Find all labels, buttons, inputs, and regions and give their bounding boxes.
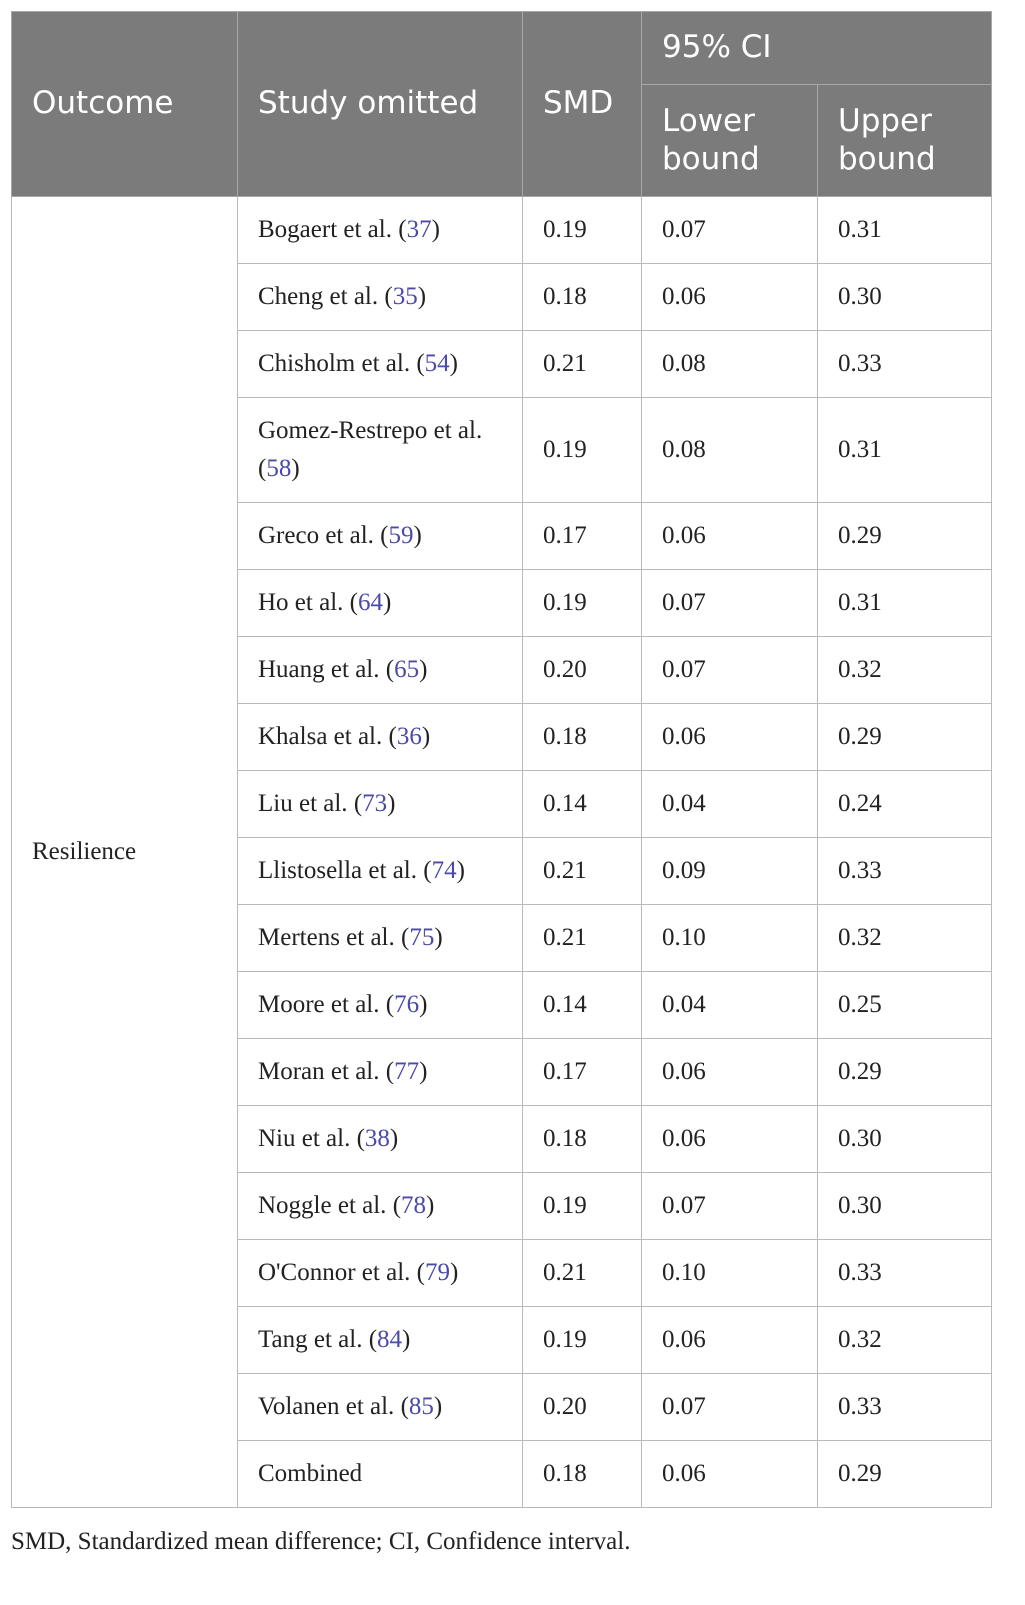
study-name: Gomez-Restrepo et al. xyxy=(258,417,483,444)
study-name: Volanen et al. xyxy=(258,1393,395,1420)
header-upper-bound: Upper bound xyxy=(818,85,992,197)
study-cell: O'Connor et al. (79) xyxy=(238,1240,523,1307)
upper-cell: 0.32 xyxy=(818,1307,992,1374)
upper-cell: 0.32 xyxy=(818,637,992,704)
header-study-omitted: Study omitted xyxy=(238,12,523,197)
study-name: Chisholm et al. xyxy=(258,350,411,377)
study-name: Noggle et al. xyxy=(258,1192,387,1219)
study-name: Combined xyxy=(258,1460,363,1487)
reference-link[interactable]: 73 xyxy=(362,790,388,817)
reference-link[interactable]: 58 xyxy=(266,455,292,482)
upper-cell: 0.32 xyxy=(818,905,992,972)
reference-link[interactable]: 36 xyxy=(396,723,422,750)
smd-cell: 0.18 xyxy=(523,264,642,331)
lower-cell: 0.06 xyxy=(642,503,818,570)
study-cell: Gomez-Restrepo et al. (58) xyxy=(238,398,523,503)
lower-cell: 0.04 xyxy=(642,771,818,838)
study-cell: Liu et al. (73) xyxy=(238,771,523,838)
study-name: Huang et al. xyxy=(258,656,380,683)
study-cell: Niu et al. (38) xyxy=(238,1106,523,1173)
study-cell: Chisholm et al. (54) xyxy=(238,331,523,398)
lower-cell: 0.06 xyxy=(642,1307,818,1374)
study-name: Khalsa et al. xyxy=(258,723,383,750)
smd-cell: 0.19 xyxy=(523,197,642,264)
lower-cell: 0.07 xyxy=(642,1374,818,1441)
smd-cell: 0.20 xyxy=(523,637,642,704)
lower-cell: 0.07 xyxy=(642,570,818,637)
smd-cell: 0.21 xyxy=(523,905,642,972)
reference-link[interactable]: 35 xyxy=(392,283,418,310)
header-outcome: Outcome xyxy=(12,12,238,197)
smd-cell: 0.20 xyxy=(523,1374,642,1441)
study-name: Liu et al. xyxy=(258,790,348,817)
lower-cell: 0.06 xyxy=(642,264,818,331)
study-name: Niu et al. xyxy=(258,1125,351,1152)
upper-cell: 0.33 xyxy=(818,331,992,398)
reference-link[interactable]: 76 xyxy=(394,991,420,1018)
study-cell: Cheng et al. (35) xyxy=(238,264,523,331)
reference-link[interactable]: 37 xyxy=(406,216,432,243)
study-cell xyxy=(238,1441,523,1508)
sensitivity-table xyxy=(11,11,992,1508)
upper-cell: 0.33 xyxy=(818,1374,992,1441)
reference-link[interactable]: 78 xyxy=(401,1192,427,1219)
lower-cell: 0.07 xyxy=(642,197,818,264)
outcome-cell: Resilience xyxy=(12,197,238,1508)
study-name: Llistosella et al. xyxy=(258,857,417,884)
smd-cell: 0.14 xyxy=(523,771,642,838)
header-ci: 95% CI xyxy=(642,12,992,85)
upper-cell: 0.29 xyxy=(818,704,992,771)
study-cell: Khalsa et al. (36) xyxy=(238,704,523,771)
upper-cell: 0.29 xyxy=(818,503,992,570)
study-name: Tang et al. xyxy=(258,1326,363,1353)
upper-cell: 0.31 xyxy=(818,398,992,503)
lower-cell: 0.06 xyxy=(642,1039,818,1106)
reference-link[interactable]: 75 xyxy=(409,924,435,951)
lower-cell: 0.09 xyxy=(642,838,818,905)
study-name: Greco et al. xyxy=(258,522,374,549)
study-name: Cheng et al. xyxy=(258,283,379,310)
study-cell: Volanen et al. (85) xyxy=(238,1374,523,1441)
smd-cell: 0.18 xyxy=(523,1441,642,1508)
study-cell: Llistosella et al. (74) xyxy=(238,838,523,905)
smd-cell: 0.18 xyxy=(523,1106,642,1173)
reference-link[interactable]: 38 xyxy=(364,1125,390,1152)
reference-link[interactable]: 85 xyxy=(408,1393,434,1420)
study-cell: Huang et al. (65) xyxy=(238,637,523,704)
study-name: Bogaert et al. xyxy=(258,216,392,243)
upper-cell: 0.30 xyxy=(818,1173,992,1240)
lower-cell: 0.08 xyxy=(642,331,818,398)
lower-cell: 0.06 xyxy=(642,1106,818,1173)
reference-link[interactable]: 59 xyxy=(388,522,414,549)
smd-cell: 0.14 xyxy=(523,972,642,1039)
lower-cell: 0.07 xyxy=(642,637,818,704)
reference-link[interactable]: 64 xyxy=(357,589,383,616)
lower-cell: 0.08 xyxy=(642,398,818,503)
upper-cell: 0.33 xyxy=(818,1240,992,1307)
study-cell: Ho et al. (64) xyxy=(238,570,523,637)
study-cell: Mertens et al. (75) xyxy=(238,905,523,972)
reference-link[interactable]: 84 xyxy=(377,1326,403,1353)
upper-cell: 0.31 xyxy=(818,570,992,637)
lower-cell: 0.10 xyxy=(642,1240,818,1307)
study-cell: Bogaert et al. (37) xyxy=(238,197,523,264)
upper-cell: 0.30 xyxy=(818,1106,992,1173)
reference-link[interactable]: 54 xyxy=(424,350,450,377)
study-cell: Greco et al. (59) xyxy=(238,503,523,570)
reference-link[interactable]: 79 xyxy=(424,1259,450,1286)
upper-cell: 0.30 xyxy=(818,264,992,331)
study-cell: Noggle et al. (78) xyxy=(238,1173,523,1240)
smd-cell: 0.19 xyxy=(523,398,642,503)
study-name: Ho et al. xyxy=(258,589,344,616)
study-name: Mertens et al. xyxy=(258,924,395,951)
reference-link[interactable]: 77 xyxy=(394,1058,420,1085)
smd-cell: 0.19 xyxy=(523,570,642,637)
study-name: O'Connor et al. xyxy=(258,1259,411,1286)
lower-cell: 0.07 xyxy=(642,1173,818,1240)
header-lower-bound: Lower bound xyxy=(642,85,818,197)
study-cell: Tang et al. (84) xyxy=(238,1307,523,1374)
upper-cell: 0.29 xyxy=(818,1441,992,1508)
upper-cell: 0.33 xyxy=(818,838,992,905)
study-name: Moore et al. xyxy=(258,991,380,1018)
upper-cell: 0.31 xyxy=(818,197,992,264)
smd-cell: 0.17 xyxy=(523,503,642,570)
smd-cell: 0.18 xyxy=(523,704,642,771)
lower-cell: 0.06 xyxy=(642,704,818,771)
study-name: Moran et al. xyxy=(258,1058,380,1085)
lower-cell: 0.06 xyxy=(642,1441,818,1508)
smd-cell: 0.19 xyxy=(523,1173,642,1240)
smd-cell: 0.19 xyxy=(523,1307,642,1374)
lower-cell: 0.04 xyxy=(642,972,818,1039)
reference-link[interactable]: 74 xyxy=(431,857,457,884)
smd-cell: 0.21 xyxy=(523,838,642,905)
table-footnote: SMD, Standardized mean difference; CI, Confidence interval. xyxy=(11,1528,631,1555)
smd-cell: 0.21 xyxy=(523,1240,642,1307)
smd-cell: 0.17 xyxy=(523,1039,642,1106)
upper-cell: 0.25 xyxy=(818,972,992,1039)
study-cell: Moran et al. (77) xyxy=(238,1039,523,1106)
header-smd: SMD xyxy=(523,12,642,197)
lower-cell: 0.10 xyxy=(642,905,818,972)
study-cell: Moore et al. (76) xyxy=(238,972,523,1039)
table-body xyxy=(12,197,992,1508)
table-row xyxy=(12,197,992,264)
reference-link[interactable]: 65 xyxy=(394,656,420,683)
upper-cell: 0.24 xyxy=(818,771,992,838)
upper-cell: 0.29 xyxy=(818,1039,992,1106)
smd-cell: 0.21 xyxy=(523,331,642,398)
